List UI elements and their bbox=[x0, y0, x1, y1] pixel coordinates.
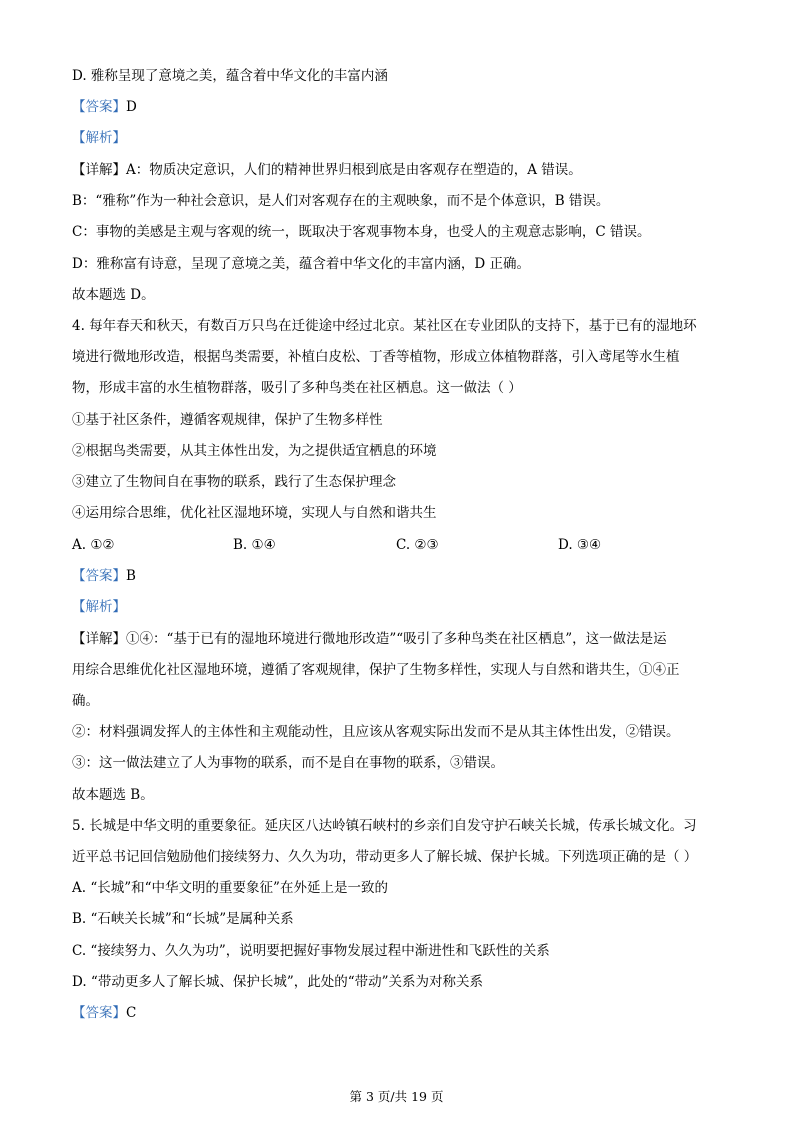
q4-item-2: ②根据鸟类需要，从其主体性出发，为之提供适宜栖息的环境 bbox=[72, 443, 437, 459]
prev-detail-a bbox=[72, 160, 732, 180]
answer-tag: 【答案】 bbox=[72, 568, 126, 584]
q4-detail-line-1 bbox=[72, 629, 732, 649]
q4-stem-line-1: 4. 每年春天和秋天，有数百万只鸟在迁徙途中经过北京。某社区在专业团队的支持下，基于已有的湿地环 bbox=[72, 318, 697, 334]
analysis-tag: 【解析】 bbox=[72, 130, 126, 146]
q4-item-1: ①基于社区条件，遵循客观规律，保护了生物多样性 bbox=[72, 412, 383, 428]
detail-tag: 【详解】 bbox=[72, 631, 126, 647]
q4-item-4: ④运用综合思维，优化社区湿地环境，实现人与自然和谐共生 bbox=[72, 505, 437, 521]
q5-option-c: C. “接续努力、久久为功”，说明要把握好事物发展过程中渐进性和飞跃性的关系 bbox=[72, 943, 550, 959]
answer-value: B bbox=[126, 568, 136, 584]
q4-answer-line bbox=[72, 566, 732, 586]
q5-stem-line-2: 近平总书记回信勉励他们接续努力、久久为功，带动更多人了解长城、保护长城。下列选项正确的是（ ） bbox=[72, 849, 698, 865]
answer-tag: 【答案】 bbox=[72, 1005, 126, 1021]
answer-value: D bbox=[126, 99, 137, 115]
prev-conclusion: 故本题选 D。 bbox=[72, 287, 155, 303]
q4-option-b: B. ①④ bbox=[233, 537, 276, 553]
prev-detail-c: C：事物的美感是主观与客观的统一，既取决于客观事物本身，也受人的主观意志影响，C 错误。 bbox=[72, 224, 651, 240]
q4-detail-2: ②：材料强调发挥人的主体性和主观能动性，且应该从客观实际出发而不是从其主体性出发，②错误。 bbox=[72, 724, 680, 740]
answer-tag: 【答案】 bbox=[72, 99, 126, 115]
q4-option-c: C. ②③ bbox=[396, 537, 439, 553]
q4-item-3: ③建立了生物间自在事物的联系，践行了生态保护理念 bbox=[72, 474, 396, 490]
q4-detail-line-2: 用综合思维优化社区湿地环境，遵循了客观规律，保护了生物多样性，实现人与自然和谐共生，①④正 bbox=[72, 662, 680, 678]
detail-tag: 【详解】 bbox=[72, 162, 126, 178]
q5-option-d: D. “带动更多人了解长城、保护长城”，此处的“带动”关系为对称关系 bbox=[72, 974, 484, 990]
answer-value: C bbox=[126, 1005, 137, 1021]
q5-answer-line bbox=[72, 1003, 732, 1023]
q4-detail-line-3: 确。 bbox=[72, 693, 99, 709]
q4-option-d: D. ③④ bbox=[558, 537, 602, 553]
q4-stem-line-2: 境进行微地形改造，根据鸟类需要，补植白皮松、丁香等植物，形成立体植物群落，引入鸢尾等水生植 bbox=[72, 349, 680, 365]
prev-detail-d: D：雅称富有诗意，呈现了意境之美，蕴含着中华文化的丰富内涵，D 正确。 bbox=[72, 256, 530, 272]
q4-analysis-line bbox=[72, 597, 732, 617]
prev-analysis-line bbox=[72, 128, 732, 148]
prev-detail-b: B：“雅称”作为一种社会意识，是人们对客观存在的主观映象，而不是个体意识，B 错误。 bbox=[72, 193, 610, 209]
q4-detail-3: ③：这一做法建立了人为事物的联系，而不是自在事物的联系，③错误。 bbox=[72, 755, 504, 771]
q5-option-b: B. “石峡关长城”和“长城”是属种关系 bbox=[72, 911, 294, 927]
q5-stem-line-1: 5. 长城是中华文明的重要象征。延庆区八达岭镇石峡村的乡亲们自发守护石峡关长城，传承长城文化。习 bbox=[72, 818, 697, 834]
q4-option-a: A. ①② bbox=[72, 537, 115, 553]
detail-a-text: A：物质决定意识，人们的精神世界归根到底是由客观存在塑造的，A 错误。 bbox=[126, 162, 582, 178]
page-number-footer: 第 3 页/共 19 页 bbox=[349, 1089, 444, 1104]
q4-conclusion: 故本题选 B。 bbox=[72, 787, 154, 803]
analysis-tag: 【解析】 bbox=[72, 599, 126, 615]
prev-option-d: D. 雅称呈现了意境之美，蕴含着中华文化的丰富内涵 bbox=[72, 68, 388, 84]
q4-stem-line-3: 物，形成丰富的水生植物群落，吸引了多种鸟类在社区栖息。这一做法（ ） bbox=[72, 380, 522, 396]
prev-answer-line bbox=[72, 97, 732, 117]
detail-text: ①④：“基于已有的湿地环境进行微地形改造”“吸引了多种鸟类在社区栖息”，这一做法是运 bbox=[126, 631, 667, 647]
q5-option-a: A. “长城”和“中华文明的重要象征”在外延上是一致的 bbox=[72, 880, 388, 896]
